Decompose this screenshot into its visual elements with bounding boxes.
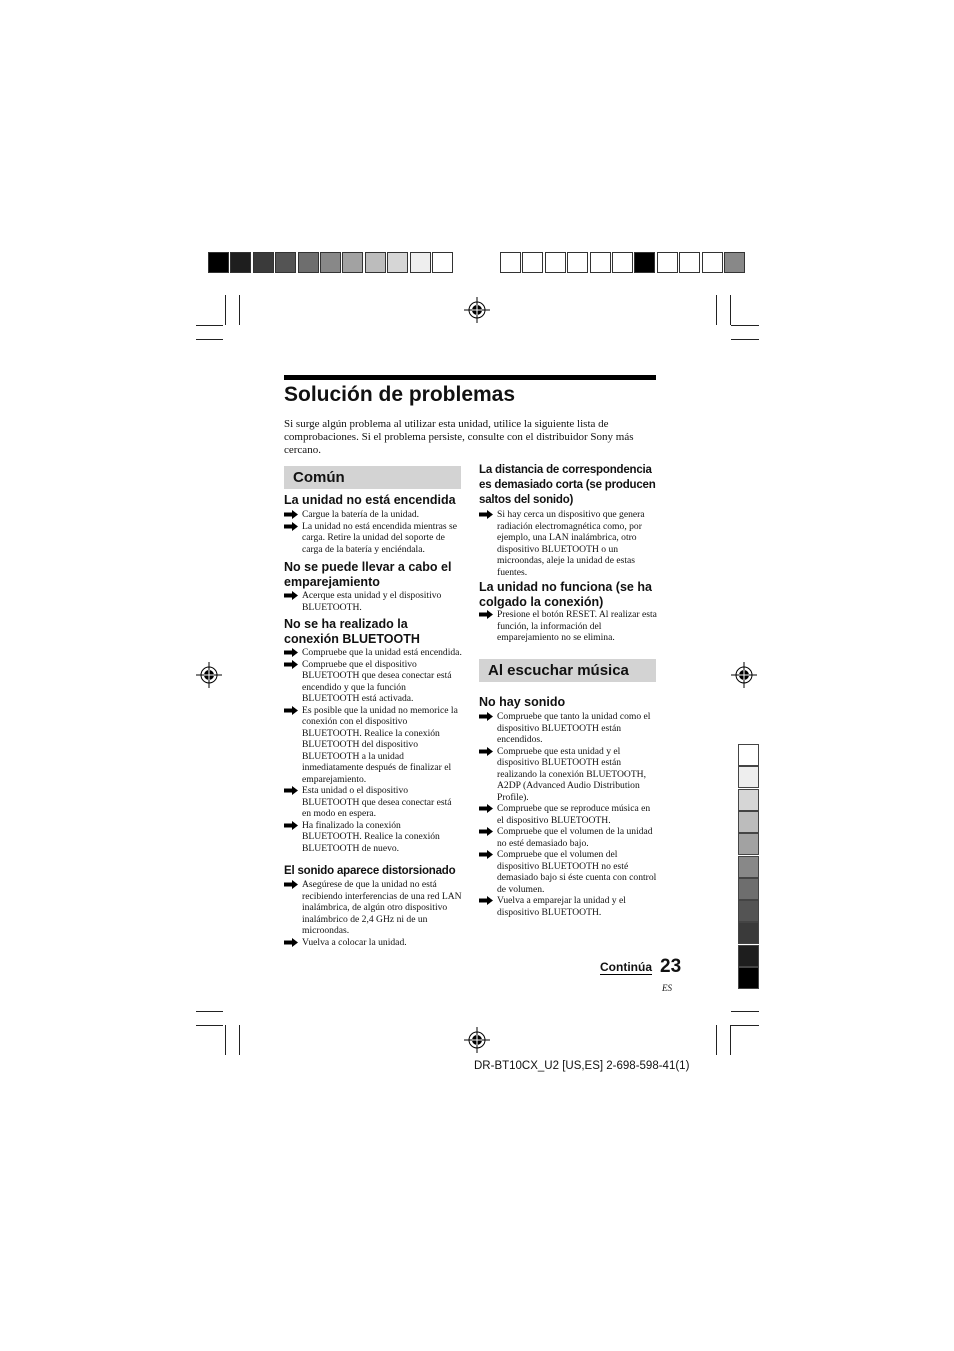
arrow-right-icon bbox=[284, 660, 298, 669]
issue-heading: No se ha realizado la conexión BLUETOOTH bbox=[284, 617, 420, 646]
list-item bbox=[284, 647, 462, 659]
list-item bbox=[284, 705, 462, 786]
arrow-right-icon bbox=[284, 821, 298, 830]
arrow-right-icon bbox=[284, 706, 298, 715]
list-item bbox=[479, 803, 657, 826]
list-item bbox=[284, 521, 462, 556]
intro-paragraph: Si surge algún problema al utilizar esta unidad, utilice la siguiente lista de comprobaciones. Si el problema persiste, consulte con el distribuidor Sony más cercano. bbox=[284, 418, 634, 456]
arrow-right-icon bbox=[479, 610, 493, 619]
remedy-text: Asegúrese de que la unidad no está recibiendo interferencias de una red LAN inalámbrica, de algún otro dispositivo inalámbrico de 2,4 GHz ni de un microondas. bbox=[302, 879, 462, 936]
title-rule bbox=[284, 375, 656, 380]
remedy-text: Si hay cerca un dispositivo que genera radiación electromagnética como, por ejemplo, una LAN inalámbrica, otro dispositivo BLUETOOTH o un microondas, aleje la unidad de estas fuentes. bbox=[497, 509, 645, 578]
arrow-right-icon bbox=[479, 896, 493, 905]
color-swatch bbox=[320, 252, 341, 273]
color-swatch bbox=[545, 252, 566, 273]
list-item bbox=[284, 590, 462, 613]
arrow-right-icon bbox=[479, 850, 493, 859]
list-item bbox=[479, 509, 657, 578]
color-swatch bbox=[634, 252, 655, 273]
remedy-text: La unidad no está encendida mientras se carga. Retire la unidad del soporte de carga de la batería y enciéndala. bbox=[302, 520, 458, 555]
list-item bbox=[284, 937, 462, 949]
issue-heading: La unidad no está encendida bbox=[284, 493, 456, 507]
arrow-right-icon bbox=[479, 747, 493, 756]
remedy-list bbox=[284, 879, 462, 948]
side-tab bbox=[738, 833, 759, 855]
issue-heading: La distancia de correspondencia es demasiado corta (se producen saltos del sonido) bbox=[479, 464, 656, 506]
side-tab bbox=[738, 922, 759, 944]
color-swatch bbox=[342, 252, 363, 273]
list-item bbox=[479, 826, 657, 849]
arrow-right-icon bbox=[284, 522, 298, 531]
color-swatch bbox=[208, 252, 229, 273]
page-number: 23 bbox=[660, 956, 682, 977]
color-swatch bbox=[365, 252, 386, 273]
color-swatch bbox=[567, 252, 588, 273]
page-title: Solución de problemas bbox=[284, 383, 516, 406]
side-tab bbox=[738, 900, 759, 922]
section-heading-musica: Al escuchar música bbox=[479, 659, 656, 682]
color-swatch bbox=[590, 252, 611, 273]
arrow-right-icon bbox=[284, 510, 298, 519]
list-item bbox=[479, 746, 657, 804]
list-item bbox=[479, 849, 657, 895]
remedy-text: Cargue la batería de la unidad. bbox=[302, 509, 420, 520]
list-item bbox=[479, 895, 657, 918]
continua-label: Continúa bbox=[600, 960, 652, 974]
arrow-right-icon bbox=[284, 591, 298, 600]
issue-heading: El sonido aparece distorsionado bbox=[284, 865, 456, 877]
arrow-right-icon bbox=[284, 786, 298, 795]
remedy-text: Es posible que la unidad no memorice la conexión con el dispositivo BLUETOOTH. Realice la conexión BLUETOOTH del dispositivo BLUETOOTH a la unidad inmediatamente después de finalizar el emparejamiento. bbox=[302, 704, 458, 785]
color-swatch bbox=[522, 252, 543, 273]
side-tab bbox=[738, 856, 759, 878]
arrow-right-icon bbox=[284, 938, 298, 947]
color-swatch bbox=[657, 252, 678, 273]
registration-target-icon bbox=[464, 1027, 490, 1053]
color-swatch bbox=[679, 252, 700, 273]
issue-heading: La unidad no funciona (se ha colgado la conexión) bbox=[479, 580, 652, 609]
issue-heading: No hay sonido bbox=[479, 695, 566, 709]
language-code: ES bbox=[662, 983, 672, 993]
list-item bbox=[284, 785, 462, 820]
arrow-right-icon bbox=[284, 880, 298, 889]
side-tab bbox=[738, 811, 759, 833]
registration-target-icon bbox=[464, 297, 490, 323]
list-item bbox=[284, 659, 462, 705]
color-swatch bbox=[724, 252, 745, 273]
remedy-text: Esta unidad o el dispositivo BLUETOOTH que desea conectar está en modo en espera. bbox=[302, 785, 452, 819]
remedy-text: Ha finalizado la conexión BLUETOOTH. Realice la conexión BLUETOOTH de nuevo. bbox=[302, 819, 440, 854]
remedy-text: Presione el botón RESET. Al realizar esta función, la información del emparejamiento no se elimina. bbox=[497, 609, 657, 643]
remedy-text: Compruebe que el dispositivo BLUETOOTH que desea conectar está encendido y que la función BLUETOOTH está activada. bbox=[302, 658, 452, 704]
section-heading-comun: Común bbox=[284, 466, 461, 489]
side-tab bbox=[738, 744, 759, 766]
color-swatch bbox=[275, 252, 296, 273]
remedy-list bbox=[479, 509, 657, 578]
remedy-text: Compruebe que se reproduce música en el dispositivo BLUETOOTH. bbox=[497, 803, 651, 826]
side-tab bbox=[738, 878, 759, 900]
color-swatch bbox=[500, 252, 521, 273]
color-swatch bbox=[612, 252, 633, 273]
registration-target-icon bbox=[196, 662, 222, 688]
remedy-text: Compruebe que tanto la unidad como el dispositivo BLUETOOTH están encendidos. bbox=[497, 711, 651, 745]
arrow-right-icon bbox=[479, 827, 493, 836]
list-item bbox=[284, 509, 462, 521]
remedy-text: Compruebe que esta unidad y el dispositivo BLUETOOTH están realizando la conexión BLUETOOTH, A2DP (Advanced Audio Distribution Profile). bbox=[497, 745, 647, 803]
color-swatch bbox=[230, 252, 251, 273]
arrow-right-icon bbox=[479, 712, 493, 721]
remedy-text: Compruebe que la unidad está encendida. bbox=[302, 647, 462, 658]
color-swatch bbox=[298, 252, 319, 273]
remedy-list bbox=[284, 590, 462, 613]
remedy-text: Vuelva a emparejar la unidad y el dispositivo BLUETOOTH. bbox=[497, 895, 626, 918]
list-item bbox=[284, 879, 462, 937]
list-item bbox=[284, 820, 462, 855]
document-id: DR-BT10CX_U2 [US,ES] 2-698-598-41(1) bbox=[474, 1060, 690, 1072]
list-item bbox=[479, 609, 657, 644]
color-swatch bbox=[432, 252, 453, 273]
side-tab bbox=[738, 766, 759, 788]
color-swatch bbox=[253, 252, 274, 273]
side-tab bbox=[738, 789, 759, 811]
list-item bbox=[479, 711, 657, 746]
remedy-list bbox=[479, 711, 657, 918]
side-tab bbox=[738, 967, 759, 989]
remedy-text: Compruebe que el volumen del dispositivo BLUETOOTH no esté demasiado bajo si éste cuenta con control de volumen. bbox=[497, 849, 657, 895]
remedy-list bbox=[284, 647, 462, 854]
side-tab bbox=[738, 945, 759, 967]
registration-target-icon bbox=[731, 662, 757, 688]
remedy-list bbox=[284, 509, 462, 555]
remedy-text: Vuelva a colocar la unidad. bbox=[302, 936, 407, 948]
remedy-text: Acerque esta unidad y el dispositivo BLUETOOTH. bbox=[302, 590, 442, 613]
remedy-text: Compruebe que el volumen de la unidad no esté demasiado bajo. bbox=[497, 826, 653, 849]
issue-heading: No se puede llevar a cabo el emparejamiento bbox=[284, 560, 452, 589]
arrow-right-icon bbox=[479, 510, 493, 519]
remedy-list bbox=[479, 609, 657, 644]
arrow-right-icon bbox=[284, 648, 298, 657]
color-swatch bbox=[702, 252, 723, 273]
color-swatch bbox=[387, 252, 408, 273]
color-swatch bbox=[410, 252, 431, 273]
arrow-right-icon bbox=[479, 804, 493, 813]
